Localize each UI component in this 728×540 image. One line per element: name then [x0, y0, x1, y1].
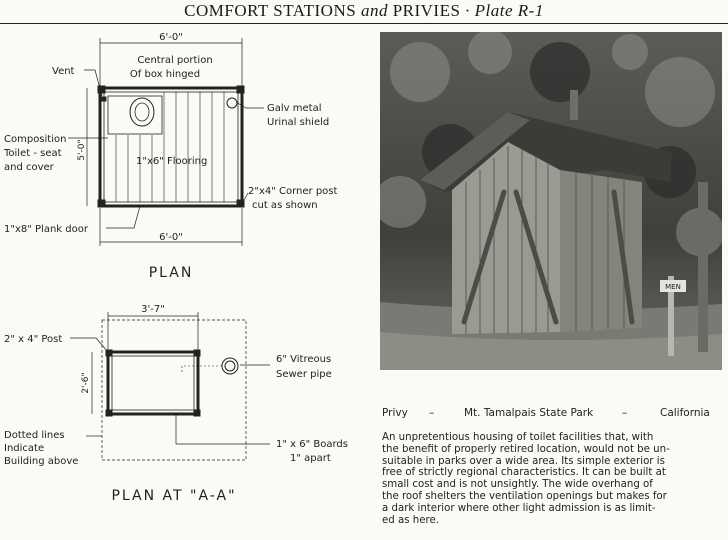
dotted-label-2: Indicate: [4, 443, 45, 454]
caption-line: An unpretentious housing of toilet facilities that, with: [382, 432, 654, 443]
header-title: COMFORT STATIONS: [184, 1, 357, 20]
aa-post: [106, 410, 112, 416]
caption-line: suitable in parks over a wide area. Its simple exterior is: [382, 455, 665, 467]
post-label: 2" x 4" Post: [4, 334, 63, 345]
dotted-label-1: Dotted lines: [4, 430, 65, 441]
vent-label: Vent: [52, 66, 75, 77]
corner-post: [237, 86, 244, 93]
aa-post: [194, 410, 200, 416]
caption-dash: –: [622, 407, 628, 419]
corner-post: [98, 86, 105, 93]
privy-photograph: [380, 32, 722, 370]
caption-line: small cost and is not unsightly. The wide overhang of: [382, 479, 653, 491]
caption-line: the roof shelters the ventilation openings but makes for: [382, 490, 667, 502]
caption-privy: Privy: [382, 407, 408, 419]
plan-drawings: [0, 26, 372, 540]
corner-post-label-1: 2"x4" Corner post: [248, 186, 338, 197]
aa-post: [194, 350, 200, 356]
header-rule: [0, 23, 728, 24]
plank-door-label: 1"x8" Plank door: [4, 224, 88, 235]
aa-dim-top: 3'-7": [141, 304, 165, 315]
sewer-pipe: [222, 358, 238, 374]
caption-dash: –: [429, 407, 435, 419]
plan-dim-side: 5'-0": [77, 139, 87, 161]
plan-wall: [100, 88, 242, 206]
building-above-outline: [102, 320, 246, 460]
caption-line: ed as here.: [382, 514, 439, 526]
central-portion-label: Central portion: [137, 55, 213, 66]
urinal-label-2: Urinal shield: [267, 117, 330, 128]
vent-pipe: [570, 90, 578, 120]
urinal-label-1: Galv metal: [267, 103, 322, 114]
dotted-label-3: Building above: [4, 456, 79, 467]
caption-line: the benefit of properly retired location, would not be un-: [382, 443, 670, 455]
tree-trunk: [698, 182, 708, 352]
plate-header: [0, 0, 728, 22]
urinal-shield: [227, 98, 237, 108]
corner-post: [98, 200, 105, 207]
plan-dim-bottom: 6'-0": [159, 232, 183, 243]
caption-line: free of strictly regional characteristics. It can be built at: [382, 467, 666, 479]
composition-label-2: Toilet - seat: [4, 148, 62, 159]
caption-state: California: [660, 407, 710, 419]
plan-inner-wall: [104, 92, 238, 202]
boards-label-2: 1" apart: [290, 453, 331, 464]
caption-line: a dark interior where other light admission is as limit-: [382, 502, 656, 514]
sewer-label-1: 6" Vitreous: [276, 354, 332, 365]
composition-label-1: Composition: [4, 134, 67, 145]
composition-label-3: and cover: [4, 162, 54, 173]
corner-post: [237, 200, 244, 207]
hinged-label: Of box hinged: [129, 69, 201, 80]
men-sign-text: MEN: [665, 283, 681, 291]
header-privies: PRIVIES: [392, 1, 461, 20]
aa-title: PLAN AT "A-A": [111, 488, 237, 504]
plan-title: PLAN: [148, 265, 194, 281]
aa-pit-wall: [108, 352, 198, 414]
header-and: and: [360, 1, 388, 20]
aa-dim-side: 2'-6": [81, 372, 91, 394]
sewer-label-2: Sewer pipe: [276, 369, 332, 380]
plan-dim-top: 6'-0": [159, 32, 183, 43]
boards-label-1: 1" x 6" Boards: [276, 439, 348, 450]
header-plate-number: · Plate R-1: [465, 1, 544, 20]
corner-post-label-2: cut as shown: [252, 200, 318, 211]
vent: [102, 97, 106, 101]
toilet-seat: [130, 98, 154, 126]
caption-location: Mt. Tamalpais State Park: [464, 407, 594, 419]
flooring-lines: [116, 92, 224, 202]
flooring-label: 1"x6" Flooring: [136, 156, 208, 167]
caption-body: [382, 432, 724, 526]
